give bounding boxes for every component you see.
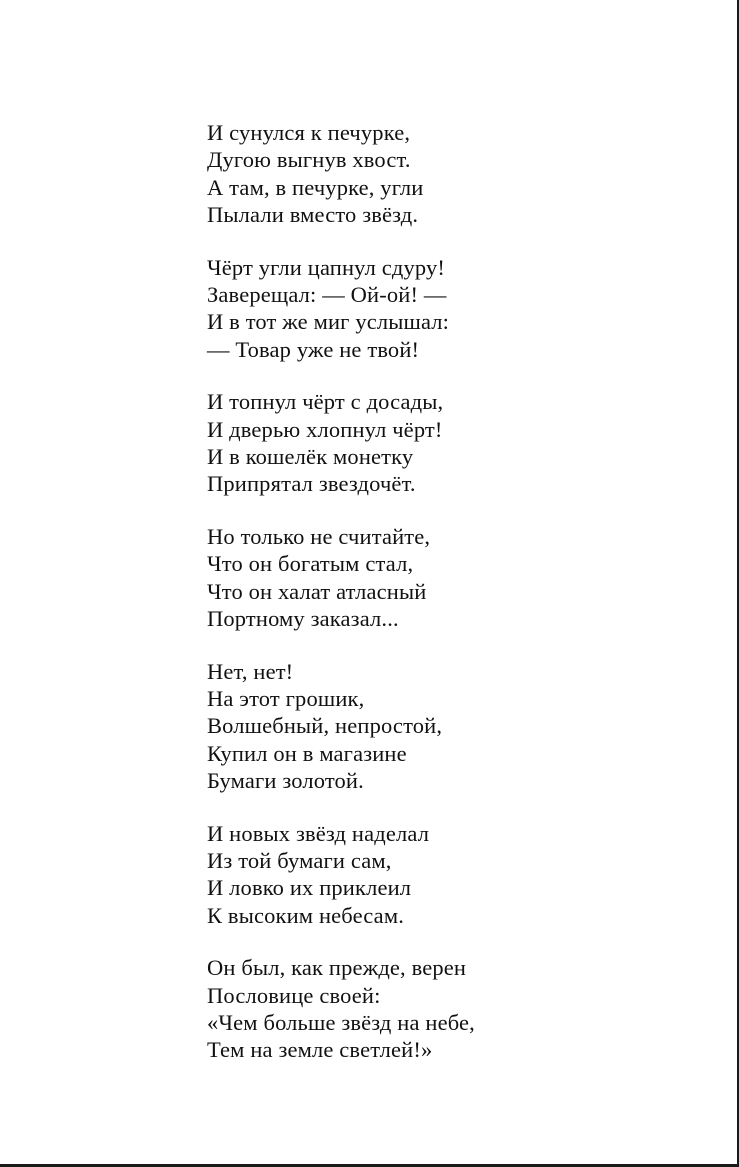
poem-line: Купил он в магазине <box>207 740 407 766</box>
stanza-2 <box>207 254 707 363</box>
poem-line: Волшебный, непростой, <box>207 713 443 739</box>
stanza-5 <box>207 658 707 794</box>
poem-line: Заверещал: — Ой-ой! — <box>207 281 447 307</box>
poem-line: «Чем больше звёзд на небе, <box>207 1010 475 1036</box>
poem-line: Он был, как прежде, верен <box>207 955 467 981</box>
poem-line: Нет, нет! <box>207 658 294 684</box>
stanza-7 <box>207 954 707 1063</box>
poem-line: И в тот же миг услышал: <box>207 309 450 335</box>
poem-line: Дугою выгнув хвост. <box>207 147 411 173</box>
poem-line: Но только не считайте, <box>207 524 431 550</box>
stanza-1 <box>207 119 707 228</box>
poem-line: И ловко их приклеил <box>207 875 412 901</box>
poem-line: И дверью хлопнул чёрт! <box>207 416 443 442</box>
poem-line: А там, в печурке, угли <box>207 174 424 200</box>
poem-line: И сунулся к печурке, <box>207 120 411 145</box>
poem-line: Пословице своей: <box>207 982 381 1008</box>
poem-line: На этот грошик, <box>207 686 365 712</box>
poem-line: — Товар уже не твой! <box>207 336 420 362</box>
poem-line: Бумаги золотой. <box>207 767 364 793</box>
poem-text <box>207 119 707 1089</box>
poem-line: Тем на земле светлей!» <box>207 1037 433 1063</box>
poem-line: И топнул чёрт с досады, <box>207 389 444 415</box>
poem-line: Из той бумаги сам, <box>207 848 392 874</box>
stanza-6 <box>207 820 707 929</box>
poem-line: Пылали вместо звёзд. <box>207 201 419 227</box>
poem-line: Чёрт угли цапнул сдуру! <box>207 254 446 280</box>
poem-line: И в кошелёк монетку <box>207 443 414 469</box>
stanza-4 <box>207 523 707 632</box>
poem-line: Что он богатым стал, <box>207 551 414 577</box>
poem-line: Портному заказал... <box>207 605 399 631</box>
poem-line: Припрятал звездочёт. <box>207 471 416 497</box>
poem-line: К высоким небесам. <box>207 902 404 928</box>
poem-line: И новых звёзд наделал <box>207 820 430 846</box>
stanza-3 <box>207 388 707 497</box>
poem-line: Что он халат атласный <box>207 578 427 604</box>
